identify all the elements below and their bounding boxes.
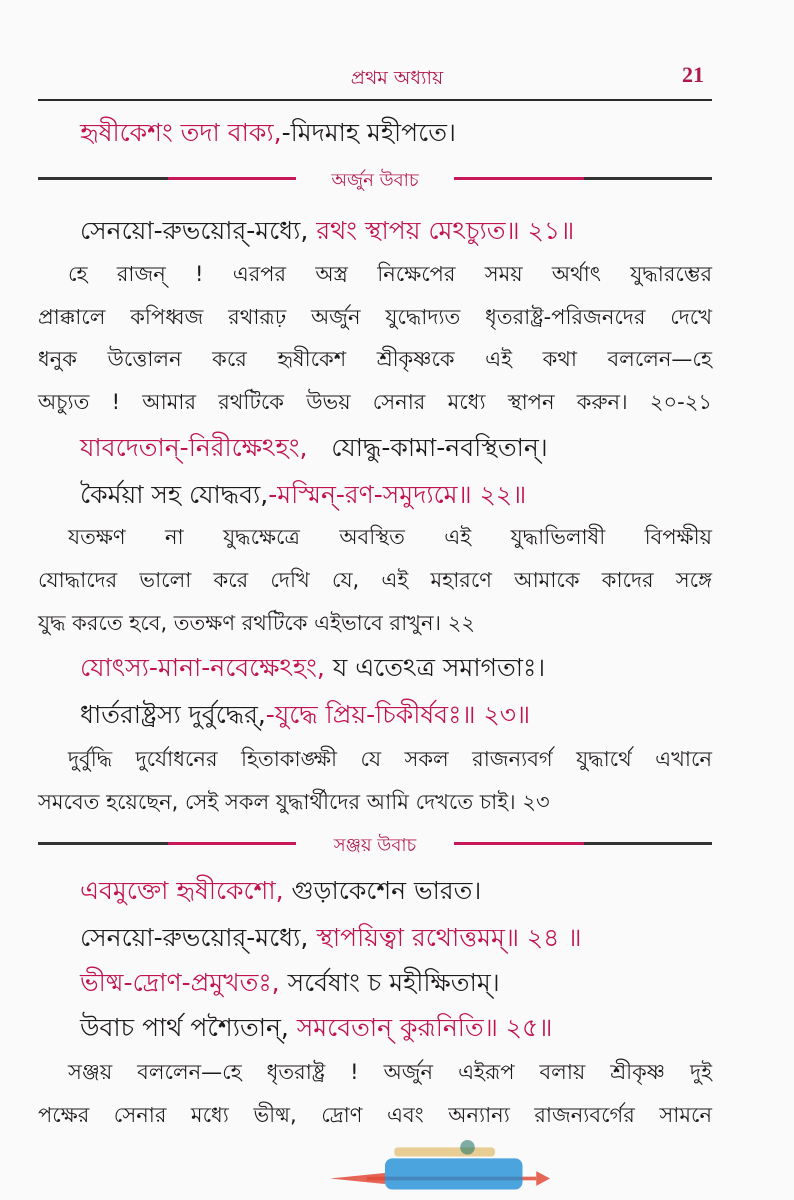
verse-sanskrit-black: সেনয়ো-রুভয়োর্-মধ্যে,	[80, 923, 309, 952]
verse-sanskrit-red: স্থাপয়িত্বা রথোত্তমম্॥ ২৪ ॥	[316, 923, 582, 952]
running-header-chapter: প্রথম অধ্যায়	[350, 67, 444, 89]
prose-line: যুদ্ধ করতে হবে, ততক্ষণ রথটিকে এইভাবে রাখুন। ২২	[38, 611, 476, 635]
verse-sanskrit-red: ভীষ্ম-দ্রোণ-প্রমুখতঃ,	[80, 968, 280, 997]
verse-sanskrit-black: ধার্তরাষ্ট্রস্য দুর্বুদ্ধের্,	[80, 700, 266, 729]
verse-sanskrit-red: রথং স্থাপয় মেঽচ্যুত॥ ২১॥	[316, 216, 575, 245]
prose-line: যতক্ষণ না যুদ্ধক্ষেত্রে অবস্থিত এই যুদ্ধাভিলাষী বিপক্ষীয়	[68, 525, 712, 549]
header-rule	[38, 99, 712, 101]
prose-line: অচ্যুত ! আমার রথটিকে উভয় সেনার মধ্যে স্থাপন করুন। ২০-২১	[38, 390, 712, 414]
verse-line	[80, 475, 526, 518]
verse-sanskrit-red: যাবদেতান্-নিরীক্ষেঽহং,	[80, 433, 308, 462]
verse-sanskrit-black: সেনয়ো-রুভয়োর্-মধ্যে,	[80, 216, 317, 245]
verse-sanskrit-black: য এতেঽত্র সমাগতাঃ।	[332, 653, 546, 682]
prose-line: সঞ্জয় বললেন—হে ধৃতরাষ্ট্র ! অর্জুন এইরূপ বলায় শ্রীকৃষ্ণ দুই	[68, 1060, 712, 1084]
prose-line: পক্ষের সেনার মধ্যে ভীষ্ম, দ্রোণ এবং অন্যান্য রাজন্যবর্গের সামনে	[38, 1103, 712, 1127]
verse-sanskrit-red: -যুদ্ধে প্রিয়-চিকীর্ষবঃ॥ ২৩॥	[265, 700, 531, 729]
verse-sanskrit-black: গুড়াকেশেন ভারত।	[291, 876, 482, 905]
verse-line	[80, 871, 481, 914]
verse-line	[80, 211, 574, 254]
verse-sanskrit-black: যোদ্ধু-কামা-নবস্থিতান্।	[331, 433, 548, 462]
prose-line: দুর্বুদ্ধি দুর্যোধনের হিতাকাঙ্ক্ষী যে সকল রাজন্যবর্গ যুদ্ধার্থে এখানে	[68, 747, 712, 771]
page-number: 21	[682, 62, 704, 87]
section-heading-sanjaya	[38, 831, 712, 855]
section-heading-arjuna	[38, 166, 712, 190]
verse-line	[80, 1008, 552, 1051]
verse-sanskrit-black: সর্বেষাং চ মহীক্ষিতাম্।	[287, 968, 500, 997]
verse-sanskrit-black: কৈর্ময়া সহ যোদ্ধব্য,	[80, 480, 269, 509]
verse-sanskrit-red: এবমুক্তো হৃষীকেশো,	[80, 876, 284, 905]
verse-sanskrit-black: উবাচ পার্থ পশ্যৈতান্,	[80, 1013, 289, 1042]
verse-line	[80, 113, 456, 156]
prose-line: সমবেত হয়েছেন, সেই সকল যুদ্ধার্থীদের আমি দেখতে চাই। ২৩	[38, 790, 550, 814]
prose-line: প্রাক্কালে কপিধ্বজ রথারূঢ় অর্জুন যুদ্ধোদ্যত ধৃতরাষ্ট্র-পরিজনদের দেখে	[38, 305, 712, 329]
verse-sanskrit-red: -মস্মিন্-রণ-সমুদ্যমে॥ ২২॥	[268, 480, 527, 509]
verse-sanskrit-red: যোৎস্য-মানা-নবেক্ষেঽহং,	[80, 653, 325, 682]
verse-sanskrit-red: হৃষীকেশং তদা বাক্য,	[80, 118, 282, 147]
section-title: সঞ্জয় উবাচ	[333, 835, 417, 856]
prose-line: যোদ্ধাদের ভালো করে দেখি যে, এই মহারণে আমাকে কাদের সঙ্গে	[38, 568, 712, 592]
prose-line: হে রাজন্ ! এরপর অস্ত্র নিক্ষেপের সময় অর্থাৎ যুদ্ধারম্ভের	[68, 262, 712, 286]
verse-line	[80, 648, 545, 691]
verse-line	[80, 428, 548, 471]
prose-line: ধনুক উত্তোলন করে হৃষীকেশ শ্রীকৃষ্ণকে এই কথা বললেন—হে	[38, 347, 712, 371]
verse-line	[80, 918, 582, 961]
verse-sanskrit-black: -মিদমাহ মহীপতে।	[281, 118, 456, 147]
verse-sanskrit-red: সমবেতান্ কুরূনিতি॥ ২৫॥	[296, 1013, 553, 1042]
watermark-logo-icon	[320, 1140, 560, 1195]
verse-line	[80, 695, 530, 738]
verse-line	[80, 963, 500, 1006]
section-title: অর্জুন উবাচ	[331, 170, 419, 191]
